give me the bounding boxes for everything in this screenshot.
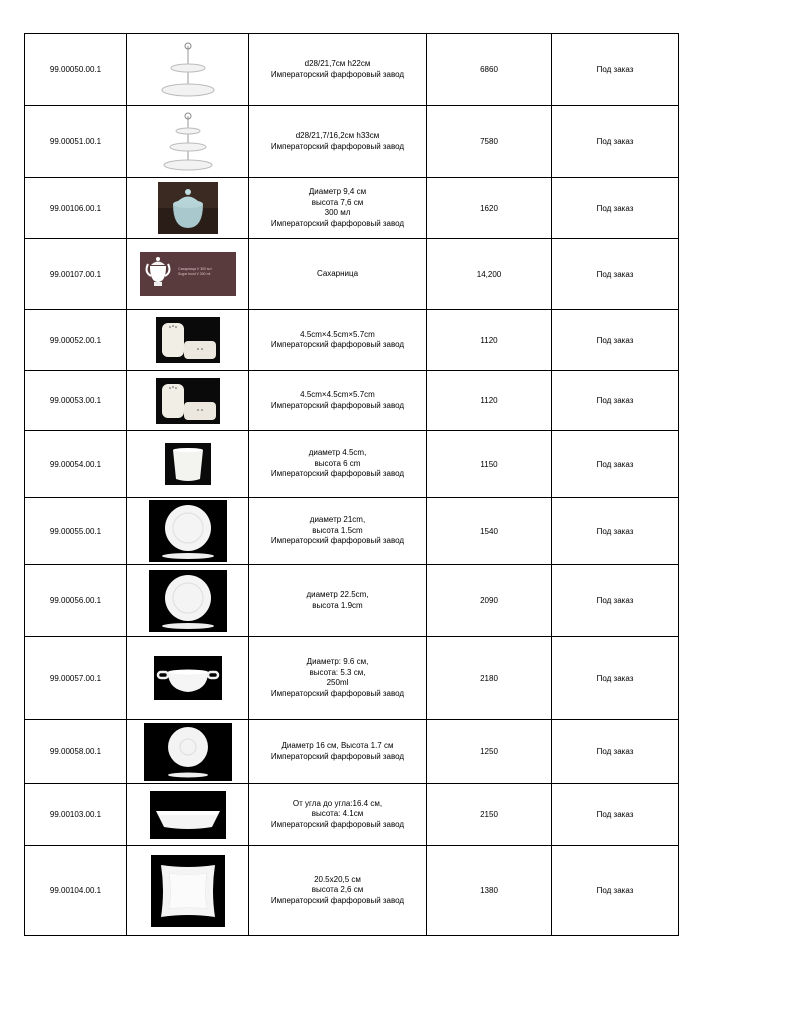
article-code: 99.00106.00.1	[25, 178, 127, 239]
table-row	[25, 371, 679, 431]
product-description	[249, 565, 427, 637]
price: 2150	[427, 784, 552, 846]
description-line: Диаметр 16 см, Высота 1.7 см	[281, 741, 394, 750]
svg-text:Sugar bowl V 300 ml: Sugar bowl V 300 ml	[177, 272, 210, 276]
availability-status: Под заказ	[552, 637, 679, 720]
price: 2090	[427, 565, 552, 637]
availability-status: Под заказ	[552, 431, 679, 498]
product-photo-cell	[127, 846, 249, 936]
article-code: 99.00057.00.1	[25, 637, 127, 720]
table-row	[25, 310, 679, 371]
price: 14,200	[427, 239, 552, 310]
table-row	[25, 784, 679, 846]
price: 6860	[427, 34, 552, 106]
availability-status: Под заказ	[552, 720, 679, 784]
availability-status: Под заказ	[552, 106, 679, 178]
description-line: высота 2,6 см	[311, 885, 364, 895]
description-line: Императорский фарфоровый завод	[270, 218, 405, 228]
square-bowl-icon	[150, 791, 226, 839]
product-description	[249, 784, 427, 846]
product-photo-cell	[127, 637, 249, 720]
description-line: Императорский фарфоровый завод	[270, 69, 405, 79]
product-photo-cell	[127, 498, 249, 565]
description-line: Императорский фарфоровый завод	[270, 141, 405, 151]
product-photo-cell	[127, 239, 249, 310]
table-row	[25, 846, 679, 936]
price: 1120	[427, 371, 552, 431]
description-line: От угла до угла:16.4 см,	[292, 798, 383, 808]
description-line: 20.5x20,5 см	[314, 874, 361, 884]
description-line: Диаметр: 9.6 см,	[306, 657, 369, 666]
product-description	[249, 239, 427, 310]
price: 1250	[427, 720, 552, 784]
article-code: 99.00058.00.1	[25, 720, 127, 784]
two-tier-cake-stand-icon	[158, 40, 218, 100]
article-code: 99.00054.00.1	[25, 431, 127, 498]
product-description	[249, 431, 427, 498]
description-line: d28/21,7/16,2см h33см	[295, 131, 380, 140]
description-line: Императорский фарфоровый завод	[270, 751, 405, 761]
cup-icon	[165, 443, 211, 485]
product-description	[249, 371, 427, 431]
salt-pepper-shakers-icon	[156, 317, 220, 363]
price: 1120	[427, 310, 552, 371]
article-code: 99.00104.00.1	[25, 846, 127, 936]
availability-status: Под заказ	[552, 34, 679, 106]
description-line: d28/21,7см h22см	[304, 59, 371, 68]
table-row	[25, 498, 679, 565]
product-table	[24, 33, 679, 936]
description-line: высота: 4.1см	[311, 809, 364, 819]
table-row	[25, 106, 679, 178]
table-row	[25, 720, 679, 784]
description-line: высота 1.5cm	[312, 525, 363, 535]
price: 1620	[427, 178, 552, 239]
article-code: 99.00056.00.1	[25, 565, 127, 637]
description-line: Сахарница	[316, 268, 359, 278]
blue-sugar-bowl-icon	[158, 182, 218, 234]
availability-status: Под заказ	[552, 846, 679, 936]
product-photo-cell	[127, 720, 249, 784]
description-line: Диаметр 9,4 см	[308, 187, 367, 196]
description-line: высота 6 cm	[314, 458, 361, 468]
availability-status: Под заказ	[552, 371, 679, 431]
price: 1150	[427, 431, 552, 498]
svg-text:Сахарница V 300 мл: Сахарница V 300 мл	[177, 267, 211, 271]
availability-status: Под заказ	[552, 239, 679, 310]
description-line: 250ml	[326, 678, 349, 687]
product-description	[249, 310, 427, 371]
article-code: 99.00055.00.1	[25, 498, 127, 565]
product-photo-cell	[127, 106, 249, 178]
description-line: высота: 5.3 см,	[309, 667, 366, 677]
table-row	[25, 637, 679, 720]
description-line: Императорский фарфоровый завод	[270, 536, 405, 546]
description-line: диаметр 4.5cm,	[308, 448, 367, 458]
description-line: Императорский фарфоровый завод	[270, 819, 405, 829]
product-table-body	[25, 34, 679, 936]
description-line: высота 7,6 см	[311, 197, 364, 207]
plate-icon	[149, 500, 227, 562]
description-line: Императорский фарфоровый завод	[270, 688, 405, 698]
product-photo-cell	[127, 310, 249, 371]
product-description	[249, 720, 427, 784]
table-row	[25, 431, 679, 498]
product-photo-cell	[127, 431, 249, 498]
price: 1380	[427, 846, 552, 936]
article-code: 99.00051.00.1	[25, 106, 127, 178]
sugar-bowl-handles-icon	[140, 252, 236, 296]
square-plate-icon	[151, 855, 225, 927]
table-row	[25, 34, 679, 106]
product-description	[249, 846, 427, 936]
product-description	[249, 637, 427, 720]
three-tier-cake-stand-icon	[158, 111, 218, 173]
article-code: 99.00107.00.1	[25, 239, 127, 310]
description-line: диаметр 22.5cm,	[306, 590, 369, 599]
product-photo-cell	[127, 34, 249, 106]
salt-pepper-shakers-icon	[156, 378, 220, 424]
description-line: Императорский фарфоровый завод	[270, 895, 405, 905]
product-description	[249, 498, 427, 565]
product-description	[249, 106, 427, 178]
price: 7580	[427, 106, 552, 178]
table-row	[25, 178, 679, 239]
price: 2180	[427, 637, 552, 720]
product-photo-cell	[127, 784, 249, 846]
product-description	[249, 178, 427, 239]
description-line: Императорский фарфоровый завод	[270, 340, 405, 349]
article-code: 99.00103.00.1	[25, 784, 127, 846]
description-line: высота 1.9cm	[312, 600, 363, 610]
article-code: 99.00050.00.1	[25, 34, 127, 106]
description-line: 300 мл	[324, 208, 351, 217]
product-photo-cell	[127, 178, 249, 239]
description-line: Императорский фарфоровый завод	[270, 400, 405, 410]
price: 1540	[427, 498, 552, 565]
description-line: 4.5cm×4.5cm×5.7cm	[300, 329, 375, 339]
availability-status: Под заказ	[552, 310, 679, 371]
availability-status: Под заказ	[552, 565, 679, 637]
availability-status: Под заказ	[552, 178, 679, 239]
table-row	[25, 239, 679, 310]
table-row	[25, 565, 679, 637]
article-code: 99.00053.00.1	[25, 371, 127, 431]
availability-status: Под заказ	[552, 784, 679, 846]
description-line: 4.5cm×4.5cm×5.7cm	[300, 390, 375, 399]
product-description	[249, 34, 427, 106]
saucer-icon	[144, 723, 232, 781]
availability-status: Под заказ	[552, 498, 679, 565]
article-code: 99.00052.00.1	[25, 310, 127, 371]
product-photo-cell	[127, 565, 249, 637]
product-photo-cell	[127, 371, 249, 431]
description-line: Императорский фарфоровый завод	[270, 469, 405, 479]
description-line: диаметр 21cm,	[309, 515, 366, 525]
plate-icon	[149, 570, 227, 632]
soup-bowl-icon	[154, 656, 222, 700]
